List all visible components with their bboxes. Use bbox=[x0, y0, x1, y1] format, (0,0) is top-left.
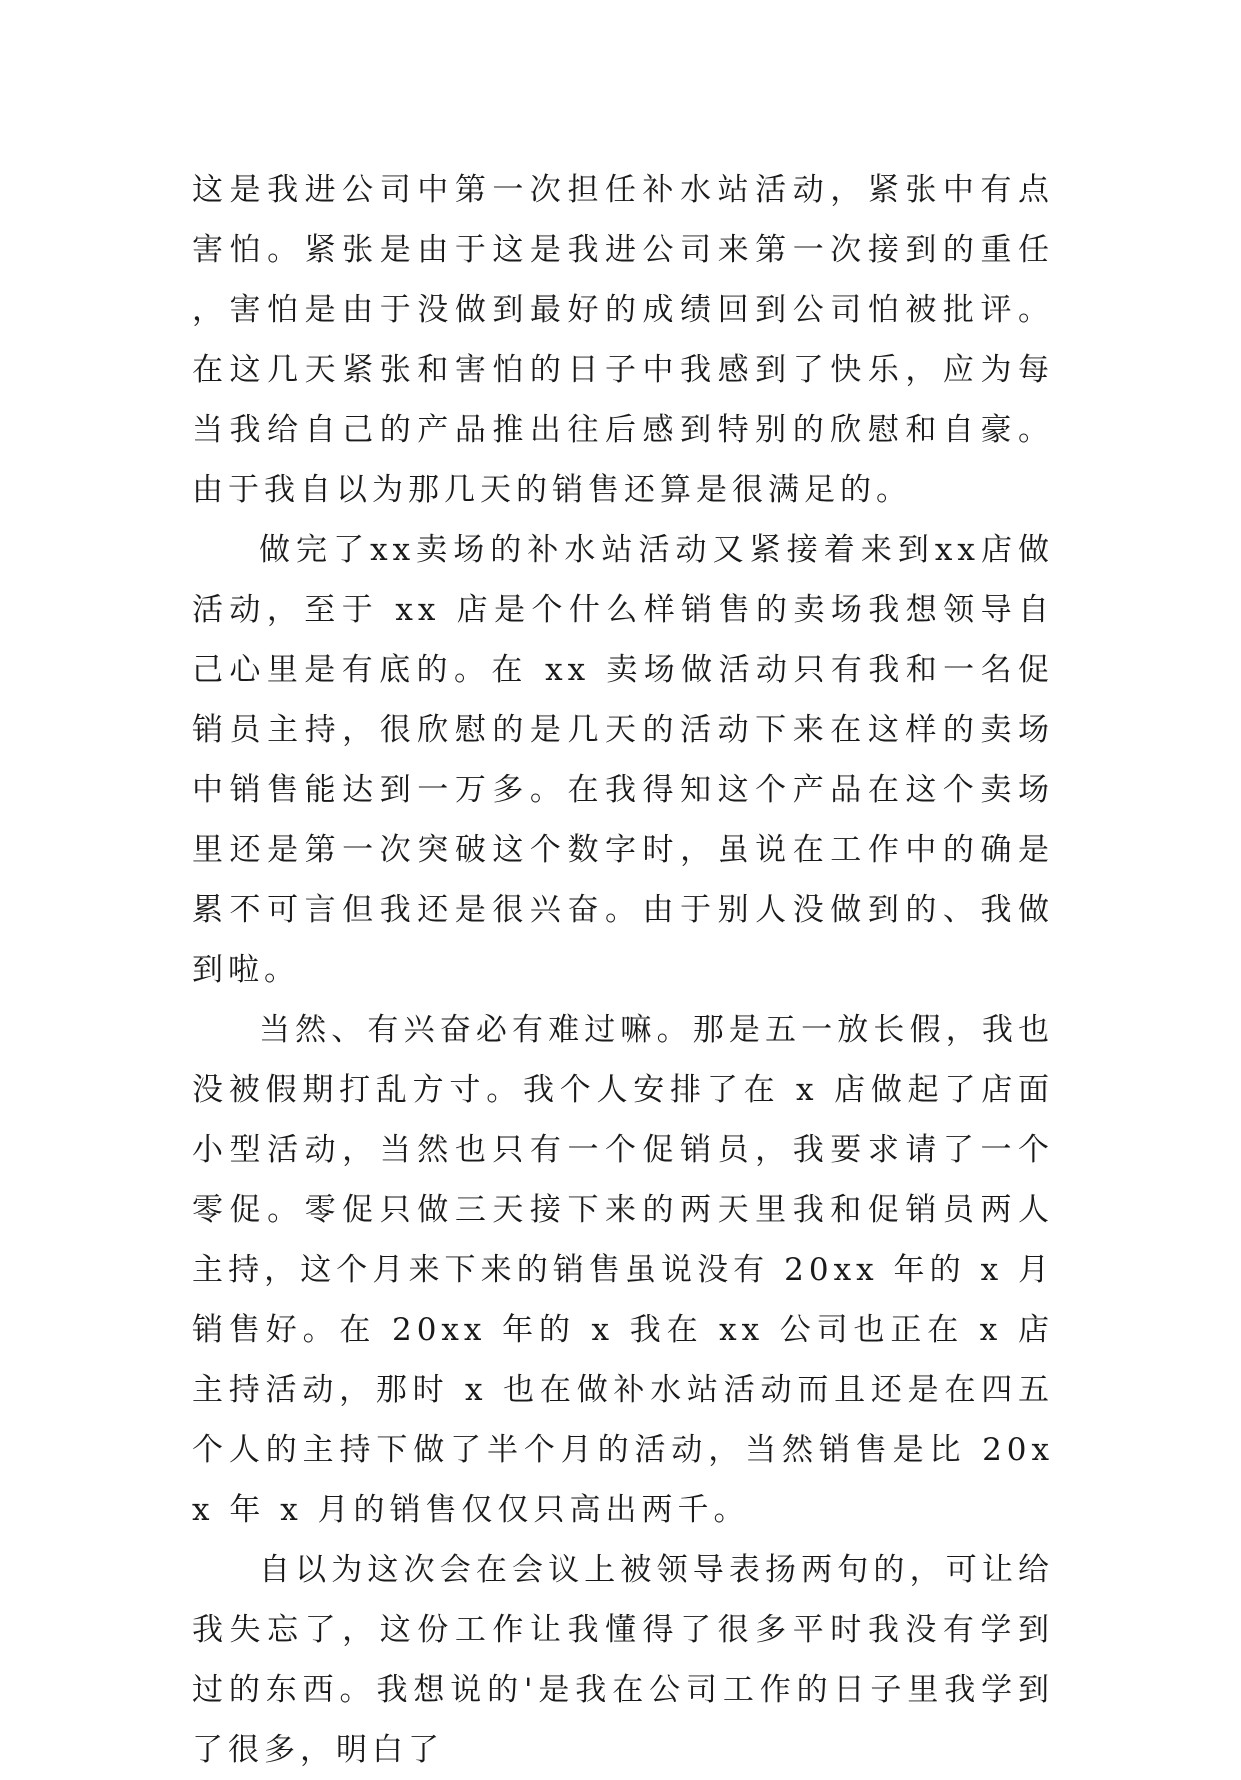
paragraph-4: 自以为这次会在会议上被领导表扬两句的，可让给我失忘了，这份工作让我懂得了很多平时我没有学到过的东西。我想说的'是我在公司工作的日子里我学到了很多，明白了 bbox=[192, 1552, 1054, 1768]
paragraph-1: 这是我进公司中第一次担任补水站活动，紧张中有点害怕。紧张是由于这是我进公司来第一次接到的重任，害怕是由于没做到最好的成绩回到公司怕被批评。在这几天紧张和害怕的日子中我感到了快乐，应为每当我给自己的产品推出往后感到特别的欣慰和自豪。由于我自以为那几天的销售还算是很满足的。 bbox=[192, 172, 1054, 508]
paragraph-2: 做完了xx卖场的补水站活动又紧接着来到xx店做活动，至于 xx 店是个什么样销售的卖场我想领导自己心里是有底的。在 xx 卖场做活动只有我和一名促销员主持，很欣慰的是几天的活动下来在这样的卖场中销售能达到一万多。在我得知这个产品在这个卖场里还是第一次突破这个数字时，虽说在工作中的确是累不可言但我还是很兴奋。由于别人没做到的、我做到啦。 bbox=[192, 532, 1054, 988]
document-body bbox=[192, 160, 1054, 1780]
paragraph-3: 当然、有兴奋必有难过嘛。那是五一放长假，我也没被假期打乱方寸。我个人安排了在 x 店做起了店面小型活动，当然也只有一个促销员，我要求请了一个零促。零促只做三天接下来的两天里我和促销员两人主持，这个月来下来的销售虽说没有 20xx 年的 x 月销售好。在 20xx 年的 x 我在 xx 公司也正在 x 店主持活动，那时 x 也在做补水站活动而且还是在四五个人的主持下做了半个月的活动，当然销售是比 20xx 年 x 月的销售仅仅只高出两千。 bbox=[192, 1012, 1054, 1528]
